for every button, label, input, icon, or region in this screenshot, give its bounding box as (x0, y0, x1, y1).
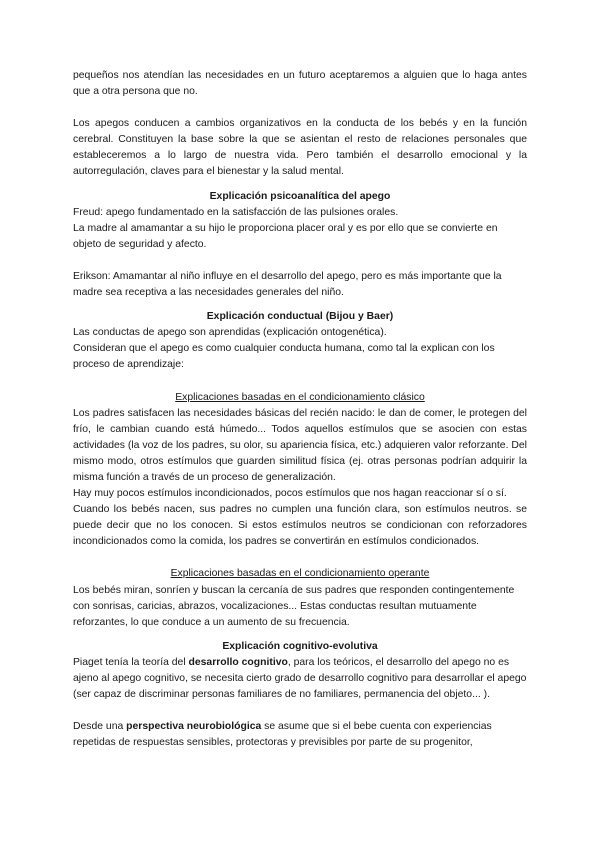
spacer (73, 631, 527, 639)
paragraph-conductual-2: Consideran que el apego es como cualquier conducta humana, como tal la explican con los proceso de aprendizaje: (73, 343, 495, 371)
paragraph-freud-2: La madre al amamantar a su hijo le proporciona placer oral y es por ello que se convierte en objeto de seguridad y afecto. (73, 222, 498, 250)
paragraph-clasico-2: Hay muy pocos estímulos incondicionados, pocos estímulos que nos hagan reaccionar sí o sí. (73, 488, 507, 500)
neuro-text-a: Desde una (73, 721, 127, 733)
heading-conductual: Explicación conductual (Bijou y Baer) (206, 311, 394, 323)
piaget-text-a: Piaget tenía la teoría del (73, 656, 189, 668)
spacer (73, 301, 527, 309)
paragraph-clasico-3: Cuando los bebés nacen, sus padres no cumplen una función clara, son estímulos neutros. se puede decir que no los conocen. Si estos estímulos neutros se condicionan con reforzadores incondicionados como la comida, los padres se convertirán en estímulos condicionados. (73, 504, 527, 548)
neuro-text-c: se asume que si el bebe cuenta con experiencias repetidas de respuestas sensibles, protectoras y previsibles por parte de su progenitor, (73, 721, 492, 749)
neuro-bold-term: perspectiva neurobiológica (126, 721, 262, 733)
paragraph-operante: Los bebés miran, sonríen y buscan la cercanía de sus padres que responden contingentemente con sonrisas, caricias, abrazos, vocalizaciones... Estas conductas resultan mutuamente reforzantes, lo que conduce a un aumento de su frecuencia. (73, 584, 515, 628)
heading-psicoanalitica: Explicación psicoanalítica del apego (209, 190, 391, 202)
spacer (73, 374, 527, 390)
paragraph-intro-continuation: pequeños nos atendían las necesidades en un futuro aceptaremos a alguien que lo haga antes que a otra persona que no. (73, 70, 527, 98)
piaget-text-c: , para los teóricos, el desarrollo del apego no es ajeno al apego cognitivo, se necesita cierto grado de desarrollo cognitivo para desarrollar el apego (ser capaz de discriminar personas familiares de no familiares, permanencia del objeto... ). (73, 656, 527, 701)
paragraph-neurobiologica (73, 719, 527, 751)
paragraph-apegos: Los apegos conducen a cambios organizativos en la conducta de los bebés y en la función cerebral. Constituyen la base sobre la que se asientan el resto de relaciones personales que estableceremos a lo largo de nuestra vida. Pero también el desarrollo emocional y la autorregulación, claves para el bienestar y la salud mental. (73, 118, 527, 178)
paragraph-piaget (73, 655, 527, 703)
heading-cognitivo: Explicación cognitivo-evolutiva (222, 640, 378, 652)
subheading-operante: Explicaciones basadas en el condicionamiento operante (170, 568, 430, 580)
spacer (73, 100, 527, 116)
subheading-clasico: Explicaciones basadas en el condicionamiento clásico (175, 391, 425, 403)
paragraph-conductual-1: Las conductas de apego son aprendidas (explicación ontogenética). (73, 327, 387, 339)
spacer (73, 181, 527, 189)
document-page (73, 68, 527, 751)
paragraph-erikson: Erikson: Amamantar al niño influye en el desarrollo del apego, pero es más importante que la madre sea receptiva a las necesidades generales del niño. (73, 270, 502, 299)
spacer (73, 703, 527, 719)
paragraph-clasico-1: Los padres satisfacen las necesidades básicas del recién nacido: le dan de comer, le protegen del frío, le cambian cuando está húmedo... Todos aquellos estímulos que se asocien con estas actividades (la voz de los padres, su olor, su apariencia física, etc.) adquieren valor reforzante. Del mismo modo, otros estímulos que guarden similitud física (ej. otras personas podrían adquirir la misma función a través de un proceso de generalización. (73, 407, 527, 483)
spacer (73, 253, 527, 269)
spacer (73, 550, 527, 566)
piaget-bold-term: desarrollo cognitivo (188, 656, 288, 668)
paragraph-freud-1: Freud: apego fundamentado en la satisfacción de las pulsiones orales. (73, 206, 399, 218)
